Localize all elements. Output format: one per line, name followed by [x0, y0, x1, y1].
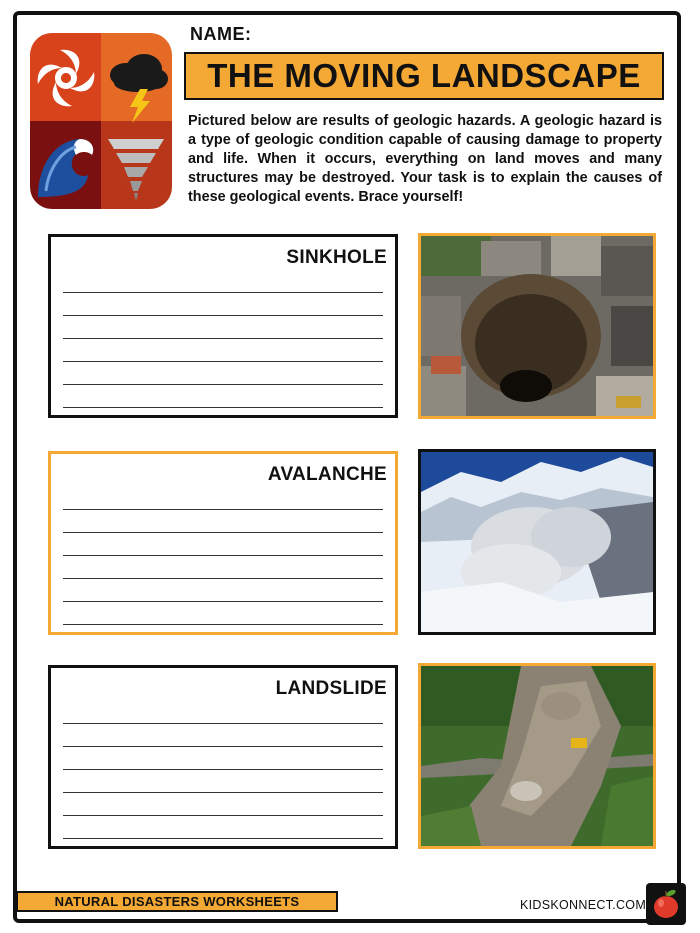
section-heading: AVALANCHE [267, 464, 387, 485]
writing-line [63, 769, 383, 770]
site-url[interactable]: KIDSKONNECT.COM [520, 898, 647, 912]
writing-line [63, 723, 383, 724]
writing-line [63, 746, 383, 747]
footer-worksheet-label [16, 891, 338, 912]
natural-disasters-logo [30, 33, 172, 209]
writing-line [63, 292, 383, 293]
sinkhole-answer-box[interactable] [48, 234, 398, 418]
footer-label-text: NATURAL DISASTERS WORKSHEETS [54, 894, 300, 909]
writing-line [63, 338, 383, 339]
sinkhole-photo [418, 233, 656, 419]
avalanche-answer-box[interactable] [48, 451, 398, 635]
writing-line [63, 361, 383, 362]
writing-line [63, 601, 383, 602]
writing-line [63, 838, 383, 839]
writing-line [63, 509, 383, 510]
writing-line [63, 815, 383, 816]
worksheet-title: THE MOVING LANDSCAPE [207, 57, 641, 94]
section-heading: LANDSLIDE [275, 678, 387, 699]
intro-paragraph: Pictured below are results of geologic hazards. A geologic hazard is a type of geologic condition capable of causing damage to property and life. When it occurs, everything on land moves and many structures may be destroyed. Your task is to explain the causes of these geological events. Brace yourself! [188, 113, 662, 205]
writing-line [63, 578, 383, 579]
writing-line [63, 624, 383, 625]
avalanche-photo [418, 449, 656, 635]
writing-line [63, 384, 383, 385]
landslide-photo [418, 663, 656, 849]
writing-line [63, 315, 383, 316]
kidskonnect-badge [646, 883, 686, 925]
landslide-answer-box[interactable] [48, 665, 398, 849]
writing-line [63, 555, 383, 556]
worksheet-title-banner [184, 52, 664, 100]
apple-icon [654, 889, 678, 918]
section-heading: SINKHOLE [286, 247, 387, 268]
writing-line [63, 532, 383, 533]
writing-line [63, 792, 383, 793]
writing-line [63, 407, 383, 408]
name-label: NAME: [190, 24, 252, 44]
